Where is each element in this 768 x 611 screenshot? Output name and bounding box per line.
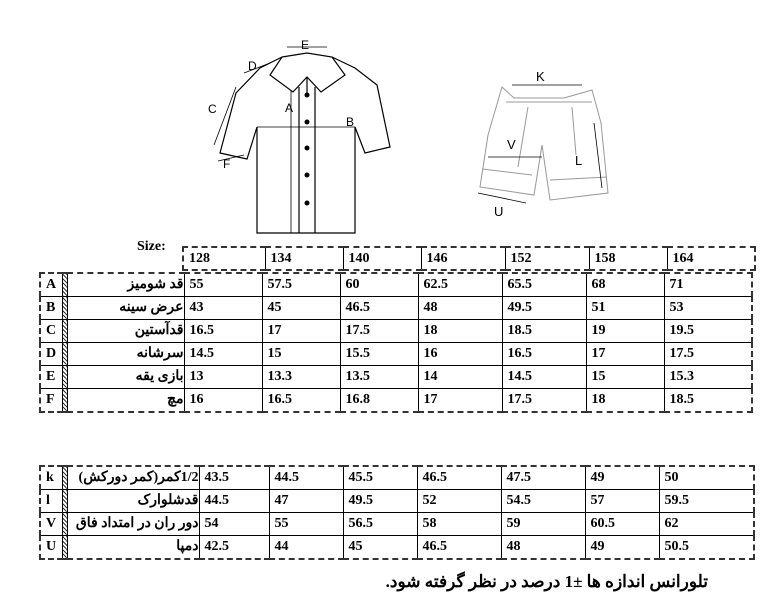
size-cell: 146 bbox=[421, 247, 505, 270]
value-cell: 60 bbox=[340, 273, 418, 297]
value-cell: 15.3 bbox=[664, 366, 752, 389]
value-cell: 44.5 bbox=[199, 490, 269, 513]
measurement-label: دمپا bbox=[67, 536, 199, 560]
value-cell: 57.5 bbox=[262, 273, 340, 297]
value-cell: 42.5 bbox=[199, 536, 269, 560]
measurement-code: A bbox=[40, 273, 62, 297]
table-row bbox=[40, 343, 752, 366]
value-cell: 18.5 bbox=[502, 320, 586, 343]
measurement-code: E bbox=[40, 366, 62, 389]
shorts-size-table bbox=[39, 465, 755, 560]
value-cell: 19 bbox=[586, 320, 664, 343]
value-cell: 45.5 bbox=[343, 466, 417, 490]
value-cell: 68 bbox=[586, 273, 664, 297]
value-cell: 15 bbox=[586, 366, 664, 389]
value-cell: 49 bbox=[585, 536, 659, 560]
table-row bbox=[40, 490, 754, 513]
size-cell: 152 bbox=[505, 247, 589, 270]
size-header-row bbox=[182, 246, 756, 271]
value-cell: 17 bbox=[262, 320, 340, 343]
value-cell: 47.5 bbox=[501, 466, 585, 490]
value-cell: 71 bbox=[664, 273, 752, 297]
value-cell: 56.5 bbox=[343, 513, 417, 536]
value-cell: 18.5 bbox=[664, 389, 752, 413]
value-cell: 53 bbox=[664, 297, 752, 320]
value-cell: 49.5 bbox=[502, 297, 586, 320]
shirt-size-table bbox=[39, 272, 753, 413]
value-cell: 65.5 bbox=[502, 273, 586, 297]
measurement-code: B bbox=[40, 297, 62, 320]
size-label: Size: bbox=[137, 239, 166, 254]
value-cell: 17 bbox=[418, 389, 502, 413]
value-cell: 18 bbox=[418, 320, 502, 343]
size-cell: 158 bbox=[589, 247, 667, 270]
measurement-code: k bbox=[40, 466, 62, 490]
measurement-label: بازی یقه bbox=[67, 366, 184, 389]
measurement-code: C bbox=[40, 320, 62, 343]
value-cell: 43 bbox=[184, 297, 262, 320]
value-cell: 19.5 bbox=[664, 320, 752, 343]
measurement-label: قدشلوارک bbox=[67, 490, 199, 513]
label-e: E bbox=[301, 38, 310, 52]
value-cell: 14 bbox=[418, 366, 502, 389]
measurement-label: دور ران در امتداد فاق bbox=[67, 513, 199, 536]
measurement-label: قدآستین bbox=[67, 320, 184, 343]
value-cell: 59.5 bbox=[659, 490, 754, 513]
value-cell: 50 bbox=[659, 466, 754, 490]
value-cell: 13.5 bbox=[340, 366, 418, 389]
value-cell: 48 bbox=[418, 297, 502, 320]
value-cell: 17.5 bbox=[664, 343, 752, 366]
label-c: C bbox=[208, 102, 217, 116]
table-row bbox=[40, 466, 754, 490]
value-cell: 45 bbox=[343, 536, 417, 560]
measurement-label: سرشانه bbox=[67, 343, 184, 366]
label-f: F bbox=[223, 157, 231, 171]
tolerance-note: تلورانس اندازه ها ±1 درصد در نظر گرفته شود. bbox=[385, 572, 708, 591]
value-cell: 16.5 bbox=[262, 389, 340, 413]
value-cell: 48 bbox=[501, 536, 585, 560]
label-l: L bbox=[575, 153, 583, 168]
label-k: K bbox=[536, 69, 545, 84]
value-cell: 44.5 bbox=[269, 466, 343, 490]
label-d: D bbox=[248, 59, 257, 73]
shorts-diagram bbox=[470, 65, 615, 220]
value-cell: 62 bbox=[659, 513, 754, 536]
value-cell: 60.5 bbox=[585, 513, 659, 536]
label-a: A bbox=[285, 101, 294, 115]
value-cell: 18 bbox=[586, 389, 664, 413]
value-cell: 13.3 bbox=[262, 366, 340, 389]
value-cell: 16 bbox=[184, 389, 262, 413]
value-cell: 52 bbox=[417, 490, 501, 513]
size-cell: 134 bbox=[265, 247, 343, 270]
value-cell: 54.5 bbox=[501, 490, 585, 513]
value-cell: 55 bbox=[269, 513, 343, 536]
table-row bbox=[40, 389, 752, 413]
table-row bbox=[40, 536, 754, 560]
measurement-code: l bbox=[40, 490, 62, 513]
value-cell: 51 bbox=[586, 297, 664, 320]
value-cell: 59 bbox=[501, 513, 585, 536]
table-row bbox=[40, 297, 752, 320]
label-b: B bbox=[346, 115, 355, 129]
value-cell: 14.5 bbox=[184, 343, 262, 366]
value-cell: 46.5 bbox=[417, 466, 501, 490]
value-cell: 46.5 bbox=[340, 297, 418, 320]
value-cell: 54 bbox=[199, 513, 269, 536]
value-cell: 46.5 bbox=[417, 536, 501, 560]
table-row bbox=[40, 513, 754, 536]
value-cell: 16.5 bbox=[184, 320, 262, 343]
measurement-code: D bbox=[40, 343, 62, 366]
label-u: U bbox=[494, 204, 504, 219]
value-cell: 47 bbox=[269, 490, 343, 513]
value-cell: 49.5 bbox=[343, 490, 417, 513]
value-cell: 17.5 bbox=[502, 389, 586, 413]
size-cell: 128 bbox=[183, 247, 265, 270]
measurement-code: F bbox=[40, 389, 62, 413]
value-cell: 13 bbox=[184, 366, 262, 389]
value-cell: 43.5 bbox=[199, 466, 269, 490]
value-cell: 49 bbox=[585, 466, 659, 490]
table-row bbox=[40, 273, 752, 297]
value-cell: 15 bbox=[262, 343, 340, 366]
measurement-label: 1/2کمر(کمر دورکش) bbox=[67, 466, 199, 490]
value-cell: 57 bbox=[585, 490, 659, 513]
value-cell: 15.5 bbox=[340, 343, 418, 366]
value-cell: 55 bbox=[184, 273, 262, 297]
value-cell: 14.5 bbox=[502, 366, 586, 389]
measurement-code: V bbox=[40, 513, 62, 536]
size-cell: 164 bbox=[667, 247, 755, 270]
value-cell: 50.5 bbox=[659, 536, 754, 560]
value-cell: 62.5 bbox=[418, 273, 502, 297]
table-row bbox=[40, 366, 752, 389]
value-cell: 17.5 bbox=[340, 320, 418, 343]
value-cell: 17 bbox=[586, 343, 664, 366]
value-cell: 45 bbox=[262, 297, 340, 320]
shirt-diagram bbox=[200, 35, 410, 240]
measurement-label: مچ bbox=[67, 389, 184, 413]
table-row bbox=[40, 320, 752, 343]
value-cell: 16.5 bbox=[502, 343, 586, 366]
value-cell: 58 bbox=[417, 513, 501, 536]
measurement-code: U bbox=[40, 536, 62, 560]
value-cell: 16 bbox=[418, 343, 502, 366]
value-cell: 16.8 bbox=[340, 389, 418, 413]
size-cell: 140 bbox=[343, 247, 421, 270]
label-v: V bbox=[507, 137, 516, 152]
measurement-label: قد شومیز bbox=[67, 273, 184, 297]
value-cell: 44 bbox=[269, 536, 343, 560]
measurement-label: عرض سینه bbox=[67, 297, 184, 320]
